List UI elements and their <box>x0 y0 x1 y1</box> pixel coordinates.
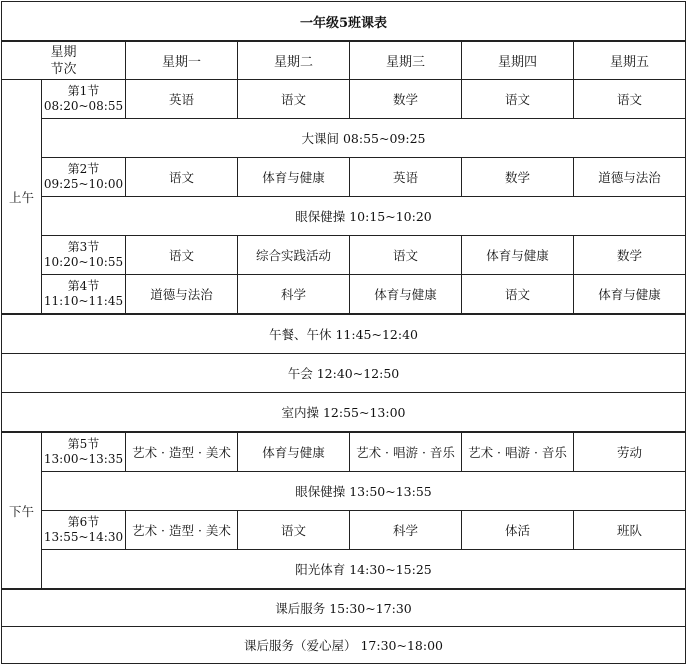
lesson-time: 09:25~10:00 <box>43 177 124 191</box>
lesson-6-thu: 体活 <box>462 511 574 550</box>
sunshine-pe-row: 阳光体育 14:30~15:25 <box>42 550 686 590</box>
lesson-3-mon: 语文 <box>126 236 238 275</box>
lesson-time: 10:20~10:55 <box>43 255 124 269</box>
lesson-6-mon: 艺术 · 造型 · 美术 <box>126 511 238 550</box>
eye-exercise-am-row: 眼保健操 10:15~10:20 <box>42 197 686 236</box>
lesson-1-mon: 英语 <box>126 80 238 119</box>
lesson-6-wed: 科学 <box>350 511 462 550</box>
lesson-time: 13:55~14:30 <box>43 530 124 544</box>
lesson-6-tue: 语文 <box>238 511 350 550</box>
afternoon-label: 下午 <box>2 432 42 589</box>
lesson-2-label <box>42 158 126 197</box>
corner-period-label: 节次 <box>50 61 77 77</box>
lesson-2-mon: 语文 <box>126 158 238 197</box>
lesson-5-label <box>42 432 126 472</box>
lesson-5-mon: 艺术 · 造型 · 美术 <box>126 432 238 472</box>
day-header-tue: 星期二 <box>238 41 350 80</box>
lunch-row: 午餐、午休 11:45~12:40 <box>2 314 686 354</box>
lesson-5-fri: 劳动 <box>574 432 686 472</box>
lesson-name: 第1节 <box>67 84 100 98</box>
morning-label: 上午 <box>2 80 42 315</box>
timetable <box>1 1 686 664</box>
lesson-2-wed: 英语 <box>350 158 462 197</box>
lesson-5-wed: 艺术 · 唱游 · 音乐 <box>350 432 462 472</box>
eye-exercise-pm-row: 眼保健操 13:50~13:55 <box>42 472 686 511</box>
after-school-row: 课后服务 15:30~17:30 <box>2 589 686 627</box>
lesson-time: 08:20~08:55 <box>43 99 124 113</box>
lesson-3-label <box>42 236 126 275</box>
lesson-name: 第4节 <box>67 279 100 293</box>
noon-meeting-row: 午会 12:40~12:50 <box>2 354 686 393</box>
lesson-2-fri: 道德与法治 <box>574 158 686 197</box>
lesson-4-wed: 体育与健康 <box>350 275 462 315</box>
corner-header <box>2 41 126 80</box>
indoor-exercise-row: 室内操 12:55~13:00 <box>2 393 686 433</box>
lesson-name: 第2节 <box>67 162 100 176</box>
lesson-time: 11:10~11:45 <box>43 294 124 308</box>
lesson-3-tue: 综合实践活动 <box>238 236 350 275</box>
big-break-row: 大课间 08:55~09:25 <box>42 119 686 158</box>
day-header-mon: 星期一 <box>126 41 238 80</box>
day-header-wed: 星期三 <box>350 41 462 80</box>
lesson-3-wed: 语文 <box>350 236 462 275</box>
lesson-5-tue: 体育与健康 <box>238 432 350 472</box>
lesson-4-fri: 体育与健康 <box>574 275 686 315</box>
lesson-name: 第6节 <box>67 515 100 529</box>
lesson-1-tue: 语文 <box>238 80 350 119</box>
lesson-1-wed: 数学 <box>350 80 462 119</box>
day-header-thu: 星期四 <box>462 41 574 80</box>
lesson-name: 第3节 <box>67 240 100 254</box>
lesson-time: 13:00~13:35 <box>43 452 124 466</box>
lesson-4-tue: 科学 <box>238 275 350 315</box>
lesson-1-fri: 语文 <box>574 80 686 119</box>
lesson-4-thu: 语文 <box>462 275 574 315</box>
lesson-3-fri: 数学 <box>574 236 686 275</box>
lesson-2-tue: 体育与健康 <box>238 158 350 197</box>
lesson-4-label <box>42 275 126 315</box>
corner-weekday-label: 星期 <box>50 44 77 60</box>
lesson-6-label <box>42 511 126 550</box>
timetable-title: 一年级5班课表 <box>2 2 686 42</box>
lesson-1-label <box>42 80 126 119</box>
after-school-care-row: 课后服务（爱心屋） 17:30~18:00 <box>2 627 686 664</box>
lesson-3-thu: 体育与健康 <box>462 236 574 275</box>
lesson-5-thu: 艺术 · 唱游 · 音乐 <box>462 432 574 472</box>
lesson-4-mon: 道德与法治 <box>126 275 238 315</box>
lesson-6-fri: 班队 <box>574 511 686 550</box>
lesson-1-thu: 语文 <box>462 80 574 119</box>
lesson-name: 第5节 <box>67 437 100 451</box>
lesson-2-thu: 数学 <box>462 158 574 197</box>
day-header-fri: 星期五 <box>574 41 686 80</box>
